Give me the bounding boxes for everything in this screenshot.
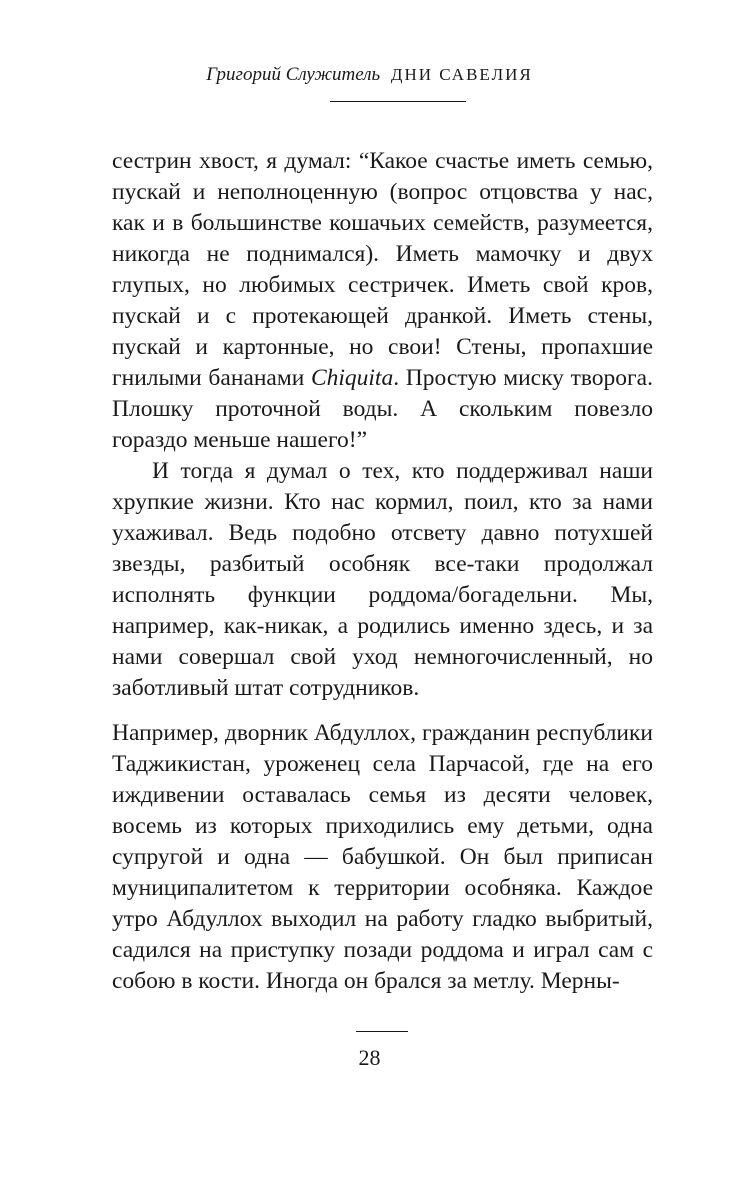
running-head-author: Григорий Служитель (206, 64, 381, 85)
text-block-top (112, 146, 653, 704)
italic-brand-name: Chiquita (310, 365, 394, 391)
footer-rule (356, 1031, 408, 1032)
running-head-title: ДНИ САВЕЛИЯ (390, 65, 533, 84)
paragraph-text: сестрин хвост, я думал: “Какое счастье иметь семью, пускай и неполноценную (вопрос отцовства у нас, как и в большинстве кошачьих семейств, разумеется, никогда не поднимался). Иметь мамочку и двух глупых, но любимых сестричек. Иметь свой кров, пускай и с протекающей дранкой. Иметь стены, пускай и картонные, но свои! Стены, пропахшие гнилыми бананами (112, 148, 653, 391)
paragraph-continuation (112, 146, 653, 456)
text-block-bottom (112, 718, 653, 997)
header-rule (330, 101, 466, 102)
page-number: 28 (358, 1045, 381, 1070)
paragraph: Например, дворник Абдуллох, гражданин республики Таджикистан, уроженец села Парчасой, где на его иждивении оставалась семья из десяти человек, восемь из которых приходились ему детьми, одна супругой и одна — бабушкой. Он был приписан муниципалитетом к территории особняка. Каждое утро Абдуллох выходил на работу гладко выбритый, садился на приступку позади роддома и играл сам с собою в кости. Иногда он брался за метлу. Мерны- (112, 720, 653, 994)
paragraph-text: . Простую миску творога. Плошку проточной воды. А скольким повезло гораздо меньше нашего!” (112, 365, 653, 453)
paragraph: И тогда я думал о тех, кто поддерживал наши хрупкие жизни. Кто нас кормил, поил, кто за нами ухаживал. Ведь подобно отсвету давно потухшей звезды, разбитый особняк все-таки продолжал исполнять функции роддома/богадельни. Мы, например, как-никак, а родились именно здесь, и за нами совершал свой уход немногочисленный, но заботливый штат сотрудников. (112, 458, 653, 701)
running-head (0, 62, 739, 88)
